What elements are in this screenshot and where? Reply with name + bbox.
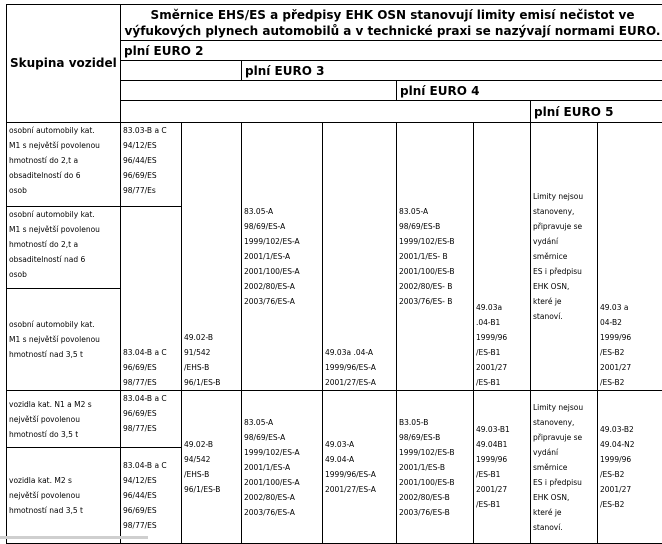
standard-cell — [182, 391, 242, 544]
cell-line: 1999/102/ES-B — [399, 445, 473, 460]
standard-cell — [121, 448, 182, 544]
cell-line: /EHS-B — [184, 467, 241, 482]
cell-line: 1999/102/ES-A — [244, 234, 322, 249]
cell-line: připravuje se — [533, 430, 597, 445]
cell-line: 49.04B1 — [476, 437, 530, 452]
cell-line: 2003/76/ES- B — [399, 294, 473, 309]
standard-cell — [323, 391, 397, 544]
cell-line: 1999/96 — [600, 452, 662, 467]
cell-line: B3.05-B — [399, 415, 473, 430]
cell-line: 49.03-B1 — [476, 422, 530, 437]
cell-line: vozidla kat. M2 s — [9, 473, 120, 488]
cell-line: hmotností nad 3,5 t — [9, 347, 120, 362]
euro4-header: plní EURO 4 — [397, 81, 662, 101]
cell-line: ES i předpisu — [533, 475, 597, 490]
cell-line: /ES-B1 — [476, 497, 530, 512]
vehicle-group-header: Skupina vozidel — [7, 5, 121, 123]
cell-line: 94/542 — [184, 452, 241, 467]
cell-line: 2002/80/ES-A — [244, 490, 322, 505]
cell-line: 98/77/ES — [123, 375, 181, 390]
cell-line: 1999/96 — [476, 452, 530, 467]
spacer-cell — [121, 101, 531, 123]
cell-line: /ES-B2 — [600, 375, 662, 390]
cell-line: největší povolenou — [9, 412, 120, 427]
cell-line: stanoví. — [533, 520, 597, 535]
cell-line: 2001/1/ES- B — [399, 249, 473, 264]
cell-line: /ES-B1 — [476, 375, 530, 390]
cell-line: 2003/76/ES-B — [399, 505, 473, 520]
cell-line: /ES-B1 — [476, 345, 530, 360]
vehicle-group-cell — [7, 391, 121, 448]
cell-line: 98/69/ES-B — [399, 219, 473, 234]
cell-line: 96/1/ES-B — [184, 482, 241, 497]
cell-line: obsaditelností nad 6 — [9, 252, 120, 267]
cell-line: 2001/27/ES-A — [325, 375, 396, 390]
cell-line: vydání — [533, 234, 597, 249]
standard-cell — [121, 123, 182, 207]
standard-cell — [323, 123, 397, 391]
cell-line: 1999/102/ES-A — [244, 445, 322, 460]
cell-line: 1999/96 — [476, 330, 530, 345]
cell-line: 2001/100/ES-B — [399, 264, 473, 279]
cell-line: 96/44/ES — [123, 153, 181, 168]
cell-line: 83.04-B a C — [123, 391, 181, 406]
cell-line: 96/69/ES — [123, 168, 181, 183]
cell-line: stanoví. — [533, 309, 597, 324]
cell-line: 83.05-A — [244, 204, 322, 219]
cell-line: Limity nejsou — [533, 400, 597, 415]
standard-cell — [531, 391, 598, 544]
standard-cell — [598, 123, 662, 391]
cell-line: 83.04-B a C — [123, 345, 181, 360]
cell-line: 83.05-A — [244, 415, 322, 430]
cell-line: 83.03-B a C — [123, 123, 181, 138]
cell-line: 98/69/ES-B — [399, 430, 473, 445]
euro2-header: plní EURO 2 — [121, 41, 662, 61]
cell-line: vozidla kat. N1 a M2 s — [9, 397, 120, 412]
cell-line: směrnice — [533, 460, 597, 475]
cell-line: obsaditelností do 6 — [9, 168, 120, 183]
standard-cell — [397, 391, 474, 544]
cell-line: 96/69/ES — [123, 360, 181, 375]
standard-cell — [242, 123, 323, 391]
cell-line: hmotností nad 3,5 t — [9, 503, 120, 518]
cell-line: /ES-B2 — [600, 497, 662, 512]
cell-line: 49.03-B2 — [600, 422, 662, 437]
cell-line: 49.03-A — [325, 437, 396, 452]
cell-line: 98/69/ES-A — [244, 430, 322, 445]
cell-line: 98/77/ES — [123, 518, 181, 533]
cell-line: hmotností do 2,t a — [9, 237, 120, 252]
cell-line: 98/77/ES — [123, 421, 181, 436]
standard-cell — [474, 123, 531, 391]
cell-line: 2001/27 — [600, 482, 662, 497]
vehicle-group-cell — [7, 207, 121, 289]
euro5-header: plní EURO 5 — [531, 101, 662, 123]
cell-line: 49.04-N2 — [600, 437, 662, 452]
vehicle-group-cell — [7, 123, 121, 207]
standard-cell — [531, 123, 598, 391]
cell-line: hmotností do 2,t a — [9, 153, 120, 168]
cell-line: které je — [533, 294, 597, 309]
cell-line: 96/69/ES — [123, 503, 181, 518]
cell-line: 1999/96/ES-A — [325, 467, 396, 482]
table-title: Směrnice EHS/ES a předpisy EHK OSN stanovují limity emisí nečistot ve výfukových plynech automobilů a v technické praxi se nazývají normami EURO. — [121, 5, 662, 41]
cell-line: 98/77/Es — [123, 183, 181, 198]
cell-line: 49.03a — [476, 300, 530, 315]
cell-line: M1 s největší povolenou — [9, 332, 120, 347]
cell-line: 49.04-A — [325, 452, 396, 467]
cell-line: 49.02-B — [184, 437, 241, 452]
cell-line: které je — [533, 505, 597, 520]
cell-line: 91/542 — [184, 345, 241, 360]
cell-line: stanoveny, — [533, 204, 597, 219]
cell-line: 2001/1/ES-A — [244, 249, 322, 264]
cell-line: osob — [9, 267, 120, 282]
cell-line: připravuje se — [533, 219, 597, 234]
cell-line: M1 s největší povolenou — [9, 138, 120, 153]
cell-line: M1 s největší povolenou — [9, 222, 120, 237]
cell-line: 2002/80/ES-B — [399, 490, 473, 505]
standard-cell — [598, 391, 662, 544]
cell-line: 96/1/ES-B — [184, 375, 241, 390]
cell-line: ES i předpisu — [533, 264, 597, 279]
cell-line: /ES-B1 — [476, 467, 530, 482]
cell-line: 83.04-B a C — [123, 458, 181, 473]
cell-line: 2001/100/ES-B — [399, 475, 473, 490]
cell-line: 1999/96 — [600, 330, 662, 345]
cell-line: Limity nejsou — [533, 189, 597, 204]
cell-line: 98/69/ES-A — [244, 219, 322, 234]
standard-cell — [182, 123, 242, 391]
cell-line: 49.03a .04-A — [325, 345, 396, 360]
cell-line: /ES-B2 — [600, 345, 662, 360]
cell-line: 2001/27 — [476, 482, 530, 497]
cell-line: 83.05-A — [399, 204, 473, 219]
standard-cell — [121, 207, 182, 391]
cell-line: /EHS-B — [184, 360, 241, 375]
cell-line: 2003/76/ES-A — [244, 294, 322, 309]
cell-line: osob — [9, 183, 120, 198]
cell-line: stanoveny, — [533, 415, 597, 430]
cell-line: vydání — [533, 445, 597, 460]
standard-cell — [397, 123, 474, 391]
cell-line: osobní automobily kat. — [9, 123, 120, 138]
standard-cell — [121, 391, 182, 448]
cell-line: 2001/100/ES-A — [244, 264, 322, 279]
cell-line: osobní automobily kat. — [9, 317, 120, 332]
cell-line: 49.02-B — [184, 330, 241, 345]
vehicle-group-cell — [7, 289, 121, 391]
cell-line: 1999/102/ES-B — [399, 234, 473, 249]
spacer-cell — [121, 81, 397, 101]
cell-line: 2001/27/ES-A — [325, 482, 396, 497]
spacer-cell — [121, 61, 242, 81]
cell-line: 96/44/ES — [123, 488, 181, 503]
vehicle-group-cell — [7, 448, 121, 544]
cell-line: 2002/80/ES-A — [244, 279, 322, 294]
cell-line: směrnice — [533, 249, 597, 264]
euro3-header: plní EURO 3 — [242, 61, 662, 81]
cell-line: .04-B1 — [476, 315, 530, 330]
cell-line: 2001/100/ES-A — [244, 475, 322, 490]
cell-line: /ES-B2 — [600, 467, 662, 482]
cell-line: EHK OSN, — [533, 490, 597, 505]
cell-line: 94/12/ES — [123, 473, 181, 488]
emission-standards-table — [6, 4, 662, 544]
cell-line: osobní automobily kat. — [9, 207, 120, 222]
cell-line: 2001/1/ES-B — [399, 460, 473, 475]
standard-cell — [474, 391, 531, 544]
cell-line: 2001/27 — [476, 360, 530, 375]
cell-line: 2003/76/ES-A — [244, 505, 322, 520]
cell-line: 94/12/ES — [123, 138, 181, 153]
cell-line: největší povolenou — [9, 488, 120, 503]
cell-line: 96/69/ES — [123, 406, 181, 421]
cell-line: 2001/27 — [600, 360, 662, 375]
cell-line: hmotností do 3,5 t — [9, 427, 120, 442]
cell-line: EHK OSN, — [533, 279, 597, 294]
cell-line: 2001/1/ES-A — [244, 460, 322, 475]
cell-line: 1999/96/ES-A — [325, 360, 396, 375]
cell-line: 04-B2 — [600, 315, 662, 330]
cell-line: 49.03 a — [600, 300, 662, 315]
standard-cell — [242, 391, 323, 544]
cell-line: 2002/80/ES- B — [399, 279, 473, 294]
